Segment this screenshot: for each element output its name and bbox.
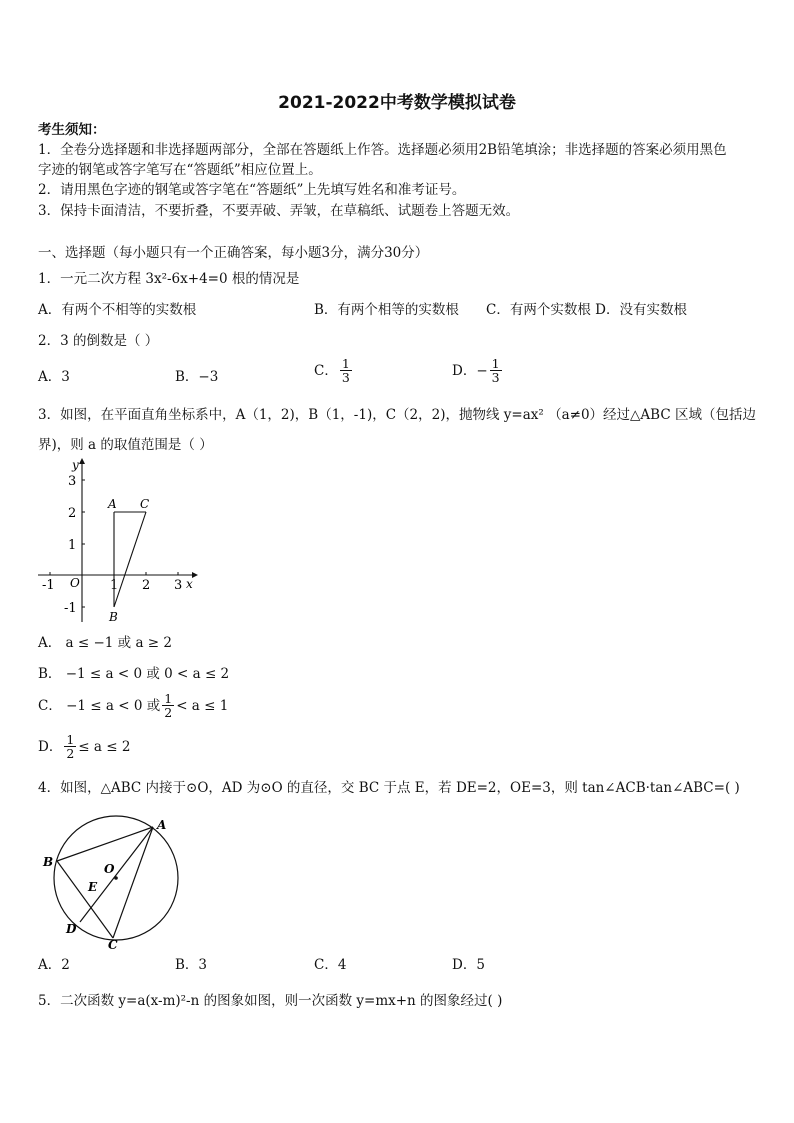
fraction (64, 733, 76, 760)
fraction-numerator: 1 (164, 691, 173, 706)
fraction (490, 357, 502, 384)
fraction-numerator: 1 (341, 356, 350, 371)
q4-option-c: C．4 (314, 957, 347, 973)
q4-stem: 4．如图，△ABC 内接于⊙O，AD 为⊙O 的直径，交 BC 于点 E，若 DE=2，OE=3，则 tan∠ACB·tan∠ABC=( ) (38, 780, 740, 796)
segment-ab (57, 827, 153, 861)
q3-option-d (38, 733, 130, 760)
x-axis-label: x (186, 577, 193, 591)
q2-option-c (314, 357, 354, 384)
tick-label-y: -1 (64, 601, 77, 616)
q5-stem: 5．二次函数 y=a(x-m)²-n 的图象如图，则一次函数 y=mx+n 的图象经过( ) (38, 993, 503, 1009)
tick-label-y: 1 (68, 538, 77, 553)
point-label-b: B (109, 610, 118, 624)
y-axis-label: y (72, 458, 79, 472)
tick-label-y: 2 (68, 506, 77, 521)
q3-stem-line2: 界)，则 a 的取值范围是（ ） (38, 437, 213, 453)
q2-stem: 2．3 的倒数是（ ） (38, 333, 159, 349)
section-heading: 一、选择题（每小题只有一个正确答案，每小题3分，满分30分） (38, 245, 429, 261)
q2-option-a: A．3 (38, 369, 70, 385)
q3-option-c-pre: C． −1 ≤ a < 0 或 (38, 697, 161, 714)
point-label-a: A (108, 497, 117, 511)
origin-label: O (70, 576, 80, 590)
q1-option-b: B．有两个相等的实数根 (314, 302, 459, 318)
q3-stem-line1: 3．如图，在平面直角坐标系中，A（1，2)，B（1，-1)，C（2，2)，抛物线 y=ax² （a≠0）经过△ABC 区域（包括边 (38, 407, 756, 423)
fraction-denominator: 2 (164, 705, 173, 720)
point-label-c: C (140, 497, 150, 511)
fraction-denominator: 2 (66, 746, 75, 761)
q3-coordinate-figure (34, 456, 204, 628)
q1-option-a: A．有两个不相等的实数根 (38, 302, 197, 318)
segment-ac (113, 827, 153, 938)
fraction-denominator: 3 (491, 370, 500, 385)
fraction (340, 357, 352, 384)
tick-label-x: -1 (42, 578, 55, 593)
q3-option-d-pre: D． (38, 738, 63, 755)
point-label-a: A (157, 818, 167, 832)
q3-option-d-post: ≤ a ≤ 2 (78, 738, 131, 755)
notice-item-2: 2．请用黑色字迹的钢笔或答字笔在“答题纸”上先填写姓名和准考证号。 (38, 182, 466, 198)
tick-label-x: 1 (110, 578, 119, 593)
point-label-c: C (108, 938, 118, 952)
q2-option-d (452, 357, 504, 384)
notice-item-3: 3．保持卡面清洁，不要折叠，不要弄破、弄皱，在草稿纸、试题卷上答题无效。 (38, 203, 520, 219)
q1-stem: 1．一元二次方程 3x²-6x+4=0 根的情况是 (38, 271, 300, 287)
x-axis-arrow-icon (192, 572, 198, 578)
q4-circle-figure (40, 812, 190, 952)
q3-option-c (38, 692, 228, 719)
tick-label-x: 3 (174, 578, 183, 593)
point-label-e: E (88, 880, 98, 894)
q3-option-a: A． a ≤ −1 或 a ≥ 2 (38, 635, 172, 651)
notice-item-1: 1．全卷分选择题和非选择题两部分，全部在答题纸上作答。选择题必须用2B铅笔填涂；非选择题的答案必须用黑色 (38, 142, 727, 158)
center-dot (114, 876, 118, 880)
tick-label-x: 2 (142, 578, 151, 593)
point-label-b: B (43, 855, 54, 869)
notice-heading: 考生须知： (38, 122, 106, 138)
point-label-d: D (66, 922, 77, 936)
q2-option-d-label: D．− (452, 362, 488, 379)
notice-item-1-cont: 字迹的钢笔或答字笔写在“答题纸”相应位置上。 (38, 162, 322, 178)
q3-option-c-post: < a ≤ 1 (176, 697, 229, 714)
fraction-denominator: 3 (341, 370, 350, 385)
segment-ad (80, 827, 153, 922)
fraction-numerator: 1 (491, 356, 500, 371)
page-title: 2021-2022中考数学模拟试卷 (278, 93, 516, 113)
point-label-o: O (104, 862, 115, 876)
q2-option-c-label: C． (314, 362, 338, 379)
q3-option-b: B． −1 ≤ a < 0 或 0 < a ≤ 2 (38, 666, 230, 682)
tick-label-y: 3 (68, 474, 77, 489)
y-axis-arrow-icon (79, 458, 85, 464)
q4-option-a: A．2 (38, 957, 70, 973)
q1-option-cd: C．有两个实数根 D．没有实数根 (486, 302, 687, 318)
q2-option-b: B．−3 (175, 369, 219, 385)
q4-option-b: B．3 (175, 957, 208, 973)
q4-option-d: D．5 (452, 957, 485, 973)
fraction (162, 692, 174, 719)
fraction-numerator: 1 (66, 732, 75, 747)
